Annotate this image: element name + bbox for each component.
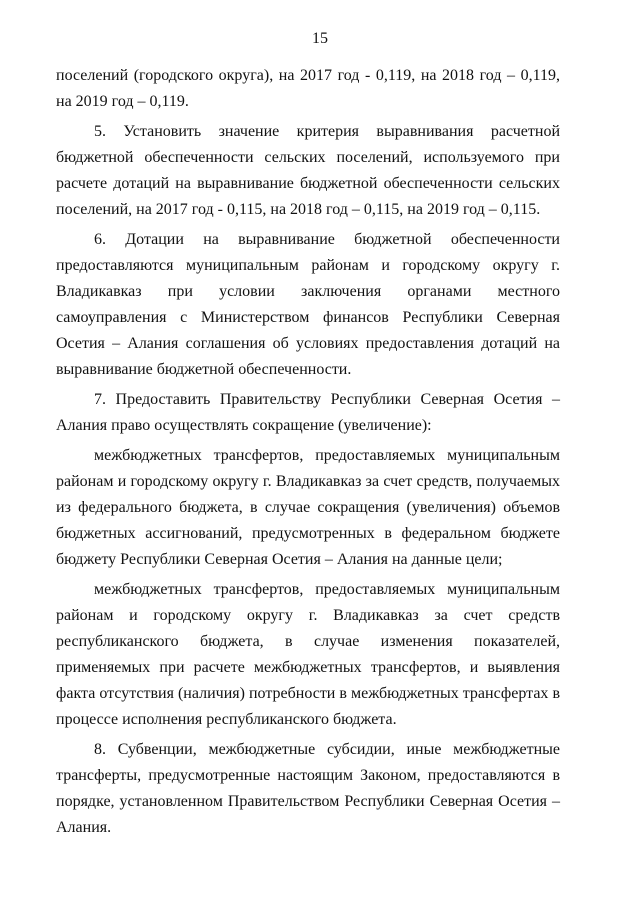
paragraph-continuation: поселений (городского округа), на 2017 год - 0,119, на 2018 год – 0,119, на 2019 год – 0,119. xyxy=(56,67,560,110)
paragraph-8: 8. Субвенции, межбюджетные субсидии, иные межбюджетные трансферты, предусмотренные настоящим Законом, предоставляются в порядке, установленном Правительством Республики Северная Осетия – Алания. xyxy=(56,741,560,836)
paragraph-6: 6. Дотации на выравнивание бюджетной обеспеченности предоставляются муниципальным районам и городскому округу г. Владикавказ при условии заключения органами местного самоуправления с Министерством финансов Республики Северная Осетия – Алания соглашения об условиях предоставления дотаций на выравнивание бюджетной обеспеченности. xyxy=(56,231,560,378)
paragraph-7: 7. Предоставить Правительству Республики Северная Осетия – Алания право осуществлять сокращение (увеличение): xyxy=(56,391,560,434)
document-body xyxy=(56,63,560,845)
page-number: 15 xyxy=(312,30,328,47)
paragraph-5: 5. Установить значение критерия выравнивания расчетной бюджетной обеспеченности сельских поселений, используемого при расчете дотаций на выравнивание бюджетной обеспеченности сельских поселений, на 2017 год - 0,115, на 2018 год – 0,115, на 2019 год – 0,115. xyxy=(56,123,560,218)
paragraph-7-item-2: межбюджетных трансфертов, предоставляемых муниципальным районам и городскому округу г. Владикавказ за счет средств республиканского бюджета, в случае изменения показателей, применяемых при расчете межбюджетных трансфертов, и выявления факта отсутствия (наличия) потребности в межбюджетных трансфертах в процессе исполнения республиканского бюджета. xyxy=(56,581,560,728)
paragraph-7-item-1: межбюджетных трансфертов, предоставляемых муниципальным районам и городскому округу г. Владикавказ за счет средств, получаемых из федерального бюджета, в случае сокращения (увеличения) объемов бюджетных ассигнований, предусмотренных в федеральном бюджете бюджету Республики Северная Осетия – Алания на данные цели; xyxy=(56,447,560,568)
